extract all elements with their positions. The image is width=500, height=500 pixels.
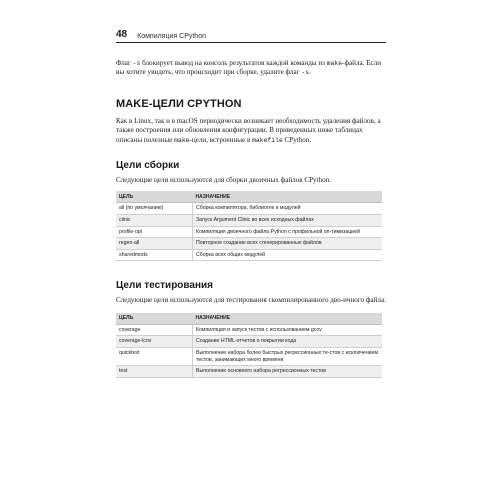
column-header-target: ЦЕЛЬ bbox=[116, 191, 193, 203]
column-header-purpose: НАЗНАЧЕНИЕ bbox=[193, 191, 383, 203]
book-page bbox=[116, 26, 386, 378]
build-targets-heading: Цели сборки bbox=[116, 160, 180, 172]
table-row bbox=[116, 348, 382, 366]
target-cell: sharedmods bbox=[116, 249, 193, 261]
target-cell: quicktest bbox=[116, 348, 193, 366]
running-head bbox=[116, 26, 386, 43]
target-cell: test bbox=[116, 366, 193, 378]
table-row bbox=[116, 203, 382, 215]
inline-code: -s bbox=[301, 69, 309, 77]
table-row bbox=[116, 215, 382, 227]
purpose-cell: Сборка всех общих модулей bbox=[193, 249, 383, 261]
table-row bbox=[116, 226, 382, 238]
section-paragraph: Как в Linux, так и в macOS периодически возникает необходимость удаления файлов, а также построения или обновления конфигурации. В приведенных ниже таблицах описаны полезные make-цели, встроенные в makefile CPython. bbox=[116, 116, 381, 144]
build-intro: Следующие цели используются для сборки двоичных файлов CPython. bbox=[116, 176, 331, 185]
table-row bbox=[116, 366, 382, 378]
column-header-purpose: НАЗНАЧЕНИЕ bbox=[193, 313, 383, 325]
purpose-cell: Создание HTML-отчетов о покрытии кода bbox=[193, 336, 383, 348]
target-cell: all (по умолчанию) bbox=[116, 203, 193, 215]
inline-code: -s bbox=[132, 60, 141, 67]
table-row bbox=[116, 249, 382, 261]
testing-targets-heading: Цели тестирования bbox=[116, 280, 214, 292]
inline-code: make bbox=[174, 136, 190, 144]
purpose-cell: Сборка компилятора, библиотек и модулей bbox=[193, 203, 383, 215]
table-header-row bbox=[116, 191, 382, 203]
table-row bbox=[116, 336, 382, 348]
chapter-title: Компиляция CPython bbox=[137, 33, 206, 40]
table-header-row bbox=[116, 313, 382, 325]
purpose-cell: Запуск Argument Clinic во всех исходных файлах bbox=[193, 215, 383, 227]
testing-targets-table bbox=[116, 313, 382, 378]
build-targets-table bbox=[116, 191, 382, 261]
section-heading: MAKE-ЦЕЛИ CPYTHON bbox=[116, 97, 242, 110]
purpose-cell: Повторное создание всех сгенерированных файлов bbox=[193, 238, 383, 250]
target-cell: coverage-lcov bbox=[116, 336, 193, 348]
page-number: 48 bbox=[116, 29, 128, 40]
table-row bbox=[116, 238, 382, 250]
purpose-cell: Выполнение набора более быстрых регрессионных те-стов с исключением тестов, занимающих много времени bbox=[193, 348, 383, 366]
inline-code: makefile bbox=[252, 136, 283, 144]
target-cell: regen-all bbox=[116, 238, 193, 250]
purpose-cell: Компиляция двоичного файла Python с профильной оп-тимизацией bbox=[193, 226, 383, 238]
inline-code: make bbox=[326, 60, 343, 67]
target-cell: coverage bbox=[116, 324, 193, 336]
table-row bbox=[116, 324, 382, 336]
intro-paragraph: Флаг -s блокирует вывод на консоль результатов каждой команды из make-файла. Если вы хотите увидеть, что происходит при сборке, удалите флаг -s. bbox=[116, 59, 382, 77]
purpose-cell: Выполнение основного набора регрессионных тестов bbox=[193, 366, 383, 378]
column-header-target: ЦЕЛЬ bbox=[116, 313, 193, 325]
target-cell: profile-opt bbox=[116, 226, 193, 238]
purpose-cell: Компиляция и запуск тестов с использованием gcov bbox=[193, 324, 383, 336]
testing-intro: Следующие цели используются для тестирования скомпилированного дво-ичного файла. bbox=[116, 296, 386, 305]
target-cell: clinic bbox=[116, 215, 193, 227]
